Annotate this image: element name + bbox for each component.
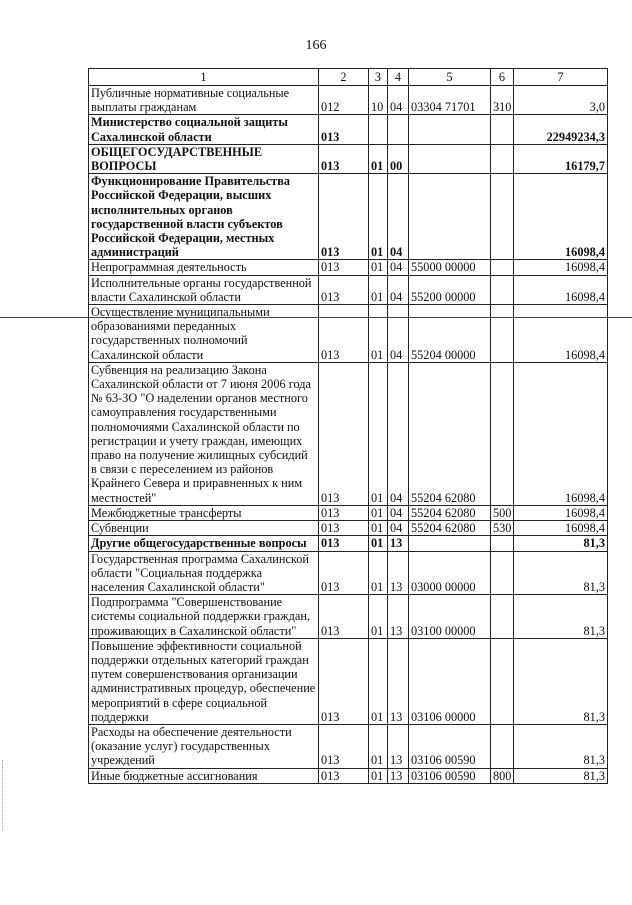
row-subsection-cell: 13: [388, 724, 409, 768]
row-name-cell: Публичные нормативные социальные выплаты гражданам: [89, 86, 319, 115]
row-name-cell: Субвенции: [89, 521, 319, 536]
row-amount-cell: 81,3: [514, 536, 608, 551]
row-amount-cell: 22949234,3: [514, 115, 608, 144]
row-expense-type-cell: [491, 595, 514, 639]
col-header-1: 1: [89, 69, 319, 86]
row-subsection-cell: 13: [388, 638, 409, 724]
row-target-article-cell: [409, 536, 491, 551]
row-amount-cell: 3,0: [514, 86, 608, 115]
table-row: [89, 115, 608, 144]
row-subsection-cell: [388, 115, 409, 144]
row-target-article-cell: [409, 115, 491, 144]
row-name-cell: Другие общегосударственные вопросы: [89, 536, 319, 551]
row-expense-type-cell: 500: [491, 505, 514, 520]
row-subsection-cell: 04: [388, 86, 409, 115]
scan-rule-line: [0, 317, 632, 318]
row-target-article-cell: 03106 00590: [409, 768, 491, 783]
row-amount-cell: 81,3: [514, 724, 608, 768]
col-header-2: 2: [319, 69, 369, 86]
row-section-cell: 01: [369, 595, 388, 639]
header-row: [89, 69, 608, 86]
row-amount-cell: 81,3: [514, 551, 608, 595]
row-section-cell: 01: [369, 275, 388, 304]
row-target-article-cell: 55200 00000: [409, 275, 491, 304]
table-row: [89, 595, 608, 639]
row-name-cell: Повышение эффективности социальной поддержки отдельных категорий граждан путем совершенствования организации административных процедур, обеспечение мероприятий в сфере социальной поддержки: [89, 638, 319, 724]
row-code-cell: 013: [319, 275, 369, 304]
row-section-cell: 01: [369, 536, 388, 551]
col-header-3: 3: [369, 69, 388, 86]
table-row: [89, 275, 608, 304]
table-row: [89, 551, 608, 595]
col-header-4: 4: [388, 69, 409, 86]
row-section-cell: 01: [369, 521, 388, 536]
row-amount-cell: 81,3: [514, 768, 608, 783]
row-code-cell: 013: [319, 174, 369, 260]
row-subsection-cell: 13: [388, 536, 409, 551]
row-section-cell: 01: [369, 551, 388, 595]
row-section-cell: 01: [369, 362, 388, 505]
row-amount-cell: 16098,4: [514, 275, 608, 304]
row-section-cell: 01: [369, 260, 388, 275]
col-header-7: 7: [514, 69, 608, 86]
row-name-cell: Подпрограмма "Совершенствование системы социальной поддержки граждан, проживающих в Сахалинской области": [89, 595, 319, 639]
row-expense-type-cell: [491, 362, 514, 505]
row-target-article-cell: 03100 00000: [409, 595, 491, 639]
row-subsection-cell: 04: [388, 362, 409, 505]
row-expense-type-cell: [491, 536, 514, 551]
row-amount-cell: 16098,4: [514, 305, 608, 363]
row-code-cell: 012: [319, 86, 369, 115]
page-number: 166: [305, 38, 327, 53]
row-amount-cell: 16098,4: [514, 260, 608, 275]
row-expense-type-cell: [491, 305, 514, 363]
row-code-cell: 013: [319, 724, 369, 768]
row-code-cell: 013: [319, 305, 369, 363]
row-target-article-cell: 55204 62080: [409, 362, 491, 505]
row-amount-cell: 16098,4: [514, 521, 608, 536]
row-target-article-cell: 55000 00000: [409, 260, 491, 275]
row-name-cell: Министерство социальной защиты Сахалинской области: [89, 115, 319, 144]
row-section-cell: 01: [369, 724, 388, 768]
scan-margin-marks: [2, 760, 7, 830]
row-amount-cell: 16098,4: [514, 174, 608, 260]
row-code-cell: 013: [319, 115, 369, 144]
row-expense-type-cell: [491, 115, 514, 144]
row-amount-cell: 16098,4: [514, 505, 608, 520]
row-expense-type-cell: [491, 551, 514, 595]
row-target-article-cell: [409, 144, 491, 173]
row-section-cell: 10: [369, 86, 388, 115]
row-expense-type-cell: [491, 144, 514, 173]
row-expense-type-cell: 530: [491, 521, 514, 536]
row-section-cell: 01: [369, 305, 388, 363]
row-name-cell: Осуществление муниципальными образованиями переданных государственных полномочий Сахалинской области: [89, 305, 319, 363]
row-name-cell: Межбюджетные трансферты: [89, 505, 319, 520]
table-row: [89, 174, 608, 260]
col-header-5: 5: [409, 69, 491, 86]
table-row: [89, 362, 608, 505]
row-expense-type-cell: [491, 275, 514, 304]
row-name-cell: Исполнительные органы государственной власти Сахалинской области: [89, 275, 319, 304]
row-name-cell: ОБЩЕГОСУДАРСТВЕННЫЕ ВОПРОСЫ: [89, 144, 319, 173]
row-target-article-cell: 55204 00000: [409, 305, 491, 363]
row-code-cell: 013: [319, 144, 369, 173]
row-subsection-cell: 04: [388, 505, 409, 520]
row-target-article-cell: 03304 71701: [409, 86, 491, 115]
row-subsection-cell: 13: [388, 768, 409, 783]
row-subsection-cell: 00: [388, 144, 409, 173]
row-expense-type-cell: 800: [491, 768, 514, 783]
col-header-6: 6: [491, 69, 514, 86]
row-target-article-cell: 55204 62080: [409, 505, 491, 520]
row-section-cell: 01: [369, 638, 388, 724]
row-code-cell: 013: [319, 536, 369, 551]
row-name-cell: Непрограммная деятельность: [89, 260, 319, 275]
row-section-cell: 01: [369, 768, 388, 783]
row-subsection-cell: 13: [388, 595, 409, 639]
row-code-cell: 013: [319, 768, 369, 783]
table-row: [89, 505, 608, 520]
row-name-cell: Субвенция на реализацию Закона Сахалинской области от 7 июня 2006 года № 63-ЗО "О наделении органов местного самоуправления государственными полномочиями Сахалинской области по регистрации и учету граждан, имеющих право на получение жилищных субсидий в связи с переселением из районов Крайнего Севера и приравненных к ним местностей": [89, 362, 319, 505]
table-row: [89, 144, 608, 173]
row-expense-type-cell: [491, 260, 514, 275]
row-name-cell: Иные бюджетные ассигнования: [89, 768, 319, 783]
row-code-cell: 013: [319, 505, 369, 520]
row-subsection-cell: 04: [388, 521, 409, 536]
row-target-article-cell: 03106 00590: [409, 724, 491, 768]
row-subsection-cell: 04: [388, 275, 409, 304]
row-code-cell: 013: [319, 521, 369, 536]
row-target-article-cell: 03000 00000: [409, 551, 491, 595]
table-body: [89, 86, 608, 784]
row-amount-cell: 16179,7: [514, 144, 608, 173]
table-row: [89, 260, 608, 275]
table-row: [89, 86, 608, 115]
row-code-cell: 013: [319, 551, 369, 595]
table-row: [89, 305, 608, 363]
row-target-article-cell: 03106 00000: [409, 638, 491, 724]
row-target-article-cell: 55204 62080: [409, 521, 491, 536]
row-subsection-cell: 04: [388, 260, 409, 275]
row-expense-type-cell: [491, 724, 514, 768]
row-expense-type-cell: [491, 638, 514, 724]
table-row: [89, 638, 608, 724]
row-name-cell: Расходы на обеспечение деятельности (оказание услуг) государственных учреждений: [89, 724, 319, 768]
row-name-cell: Функционирование Правительства Российской Федерации, высших исполнительных органов государственной власти субъектов Российской Федерации, местных администраций: [89, 174, 319, 260]
row-code-cell: 013: [319, 638, 369, 724]
row-section-cell: 01: [369, 144, 388, 173]
row-subsection-cell: 04: [388, 305, 409, 363]
row-amount-cell: 16098,4: [514, 362, 608, 505]
row-code-cell: 013: [319, 362, 369, 505]
row-expense-type-cell: 310: [491, 86, 514, 115]
row-section-cell: 01: [369, 174, 388, 260]
table-row: [89, 724, 608, 768]
row-subsection-cell: 04: [388, 174, 409, 260]
row-section-cell: 01: [369, 505, 388, 520]
row-amount-cell: 81,3: [514, 638, 608, 724]
row-name-cell: Государственная программа Сахалинской области "Социальная поддержка населения Сахалинской области": [89, 551, 319, 595]
row-expense-type-cell: [491, 174, 514, 260]
table-row: [89, 521, 608, 536]
row-section-cell: [369, 115, 388, 144]
row-amount-cell: 81,3: [514, 595, 608, 639]
row-code-cell: 013: [319, 260, 369, 275]
row-code-cell: 013: [319, 595, 369, 639]
row-target-article-cell: [409, 174, 491, 260]
table-row: [89, 768, 608, 783]
budget-table: [88, 68, 608, 784]
table-row: [89, 536, 608, 551]
row-subsection-cell: 13: [388, 551, 409, 595]
